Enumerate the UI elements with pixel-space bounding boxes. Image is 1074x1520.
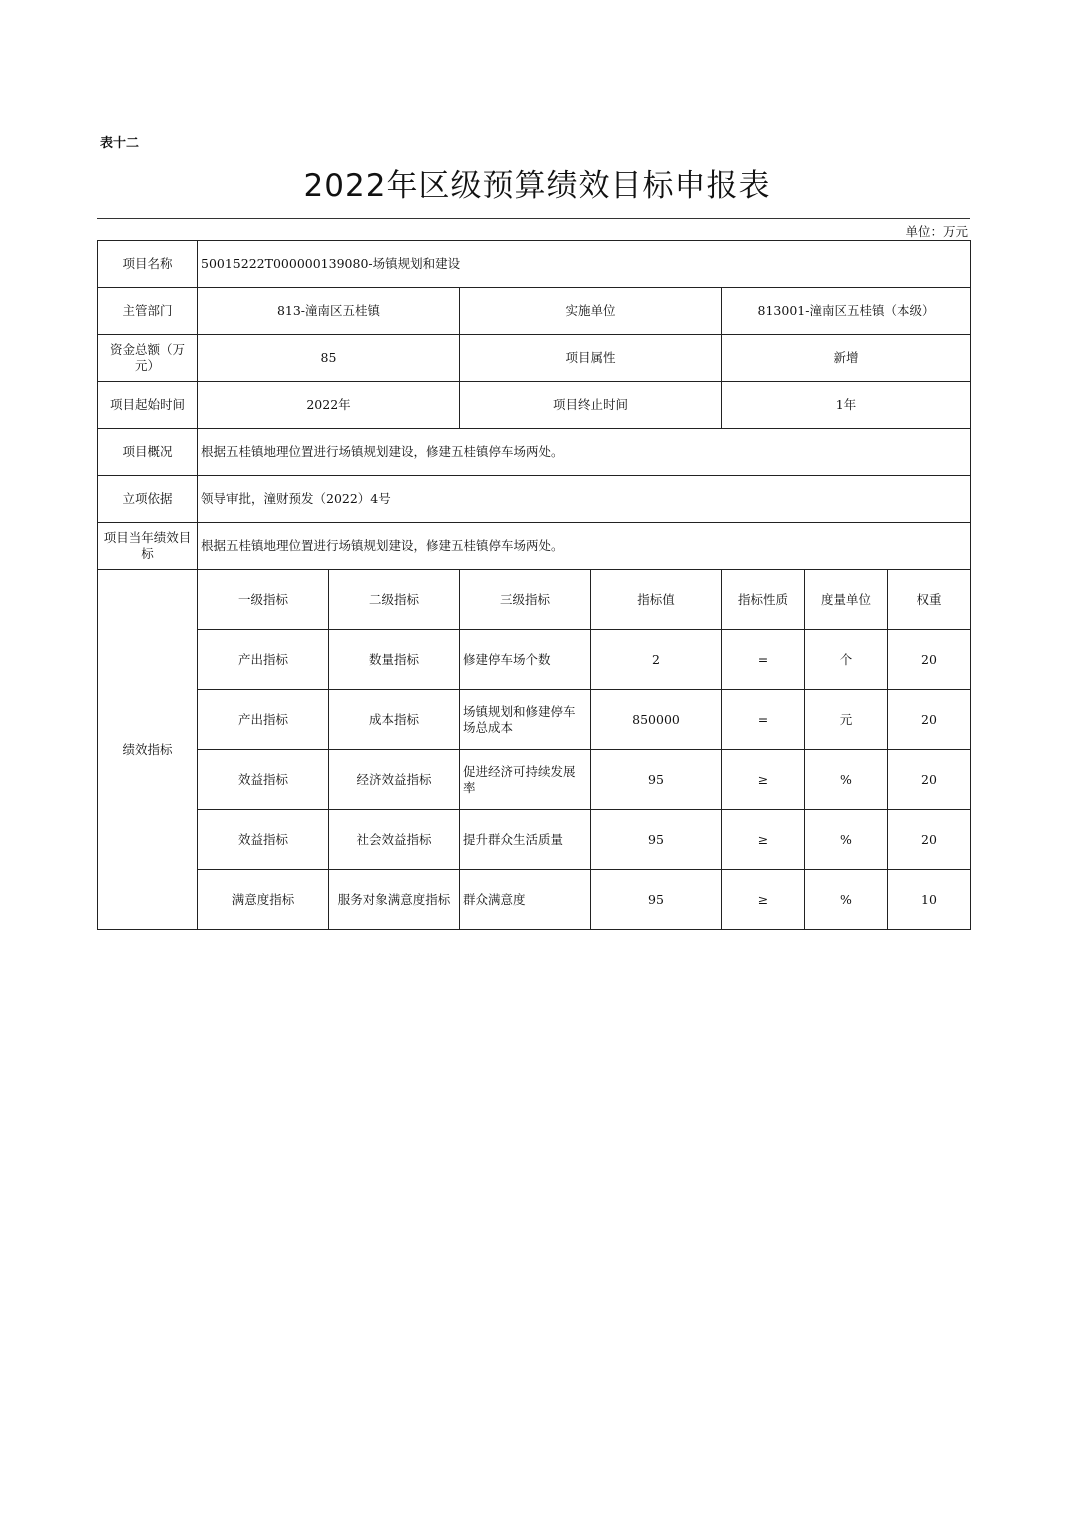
level1-cell: 效益指标	[198, 750, 329, 810]
table-row	[98, 750, 971, 810]
nature-cell: =	[722, 690, 805, 750]
unit-cell: %	[805, 870, 888, 930]
basis-label: 立项依据	[98, 476, 198, 523]
start-label: 项目起始时间	[98, 382, 198, 429]
table-number-label: 表十二	[100, 136, 140, 151]
level2-cell: 经济效益指标	[329, 750, 460, 810]
indicator-header-row	[98, 570, 971, 630]
impl-label: 实施单位	[460, 288, 722, 335]
level2-cell: 成本指标	[329, 690, 460, 750]
nature-cell: ≥	[722, 870, 805, 930]
unit-cell: 个	[805, 630, 888, 690]
dept-value: 813-潼南区五桂镇	[198, 288, 460, 335]
unit-cell: 元	[805, 690, 888, 750]
level3-cell: 提升群众生活质量	[460, 810, 591, 870]
header-weight: 权重	[888, 570, 971, 630]
end-value: 1年	[722, 382, 971, 429]
goal-value: 根据五桂镇地理位置进行场镇规划建设，修建五桂镇停车场两处。	[198, 523, 971, 570]
level3-cell: 促进经济可持续发展率	[460, 750, 591, 810]
end-label: 项目终止时间	[460, 382, 722, 429]
header-value: 指标值	[591, 570, 722, 630]
level2-cell: 数量指标	[329, 630, 460, 690]
overview-value: 根据五桂镇地理位置进行场镇规划建设，修建五桂镇停车场两处。	[198, 429, 971, 476]
row-overview	[98, 429, 971, 476]
nature-cell: =	[722, 630, 805, 690]
header-nature: 指标性质	[722, 570, 805, 630]
level1-cell: 产出指标	[198, 630, 329, 690]
project-name-label: 项目名称	[98, 241, 198, 288]
goal-label: 项目当年绩效目标	[98, 523, 198, 570]
level3-cell: 场镇规划和修建停车场总成本	[460, 690, 591, 750]
row-basis	[98, 476, 971, 523]
nature-cell: ≥	[722, 750, 805, 810]
header-level2: 二级指标	[329, 570, 460, 630]
table-row	[98, 870, 971, 930]
row-period	[98, 382, 971, 429]
level1-cell: 满意度指标	[198, 870, 329, 930]
header-level1: 一级指标	[198, 570, 329, 630]
header-unit: 度量单位	[805, 570, 888, 630]
weight-cell: 20	[888, 690, 971, 750]
project-name-value: 50015222T000000139080-场镇规划和建设	[198, 241, 971, 288]
attr-label: 项目属性	[460, 335, 722, 382]
table-row	[98, 690, 971, 750]
level3-cell: 修建停车场个数	[460, 630, 591, 690]
unit-note: 单位：万元	[905, 224, 968, 239]
row-annual-goal	[98, 523, 971, 570]
attr-value: 新增	[722, 335, 971, 382]
title-divider	[97, 218, 970, 219]
weight-cell: 20	[888, 810, 971, 870]
row-project-name	[98, 241, 971, 288]
value-cell: 95	[591, 810, 722, 870]
level2-cell: 社会效益指标	[329, 810, 460, 870]
level3-cell: 群众满意度	[460, 870, 591, 930]
value-cell: 95	[591, 750, 722, 810]
row-fund	[98, 335, 971, 382]
start-value: 2022年	[198, 382, 460, 429]
nature-cell: ≥	[722, 810, 805, 870]
fund-label: 资金总额（万元）	[98, 335, 198, 382]
impl-value: 813001-潼南区五桂镇（本级）	[722, 288, 971, 335]
weight-cell: 20	[888, 630, 971, 690]
value-cell: 2	[591, 630, 722, 690]
level1-cell: 效益指标	[198, 810, 329, 870]
value-cell: 850000	[591, 690, 722, 750]
level2-cell: 服务对象满意度指标	[329, 870, 460, 930]
indicator-section-label: 绩效指标	[98, 570, 198, 930]
level1-cell: 产出指标	[198, 690, 329, 750]
table-row	[98, 810, 971, 870]
weight-cell: 20	[888, 750, 971, 810]
basis-value: 领导审批，潼财预发（2022）4号	[198, 476, 971, 523]
row-department	[98, 288, 971, 335]
dept-label: 主管部门	[98, 288, 198, 335]
unit-cell: %	[805, 810, 888, 870]
table-row	[98, 630, 971, 690]
overview-label: 项目概况	[98, 429, 198, 476]
value-cell: 95	[591, 870, 722, 930]
page-title: 2022年区级预算绩效目标申报表	[303, 168, 771, 204]
budget-form-table	[97, 240, 971, 930]
unit-cell: %	[805, 750, 888, 810]
fund-value: 85	[198, 335, 460, 382]
weight-cell: 10	[888, 870, 971, 930]
header-level3: 三级指标	[460, 570, 591, 630]
